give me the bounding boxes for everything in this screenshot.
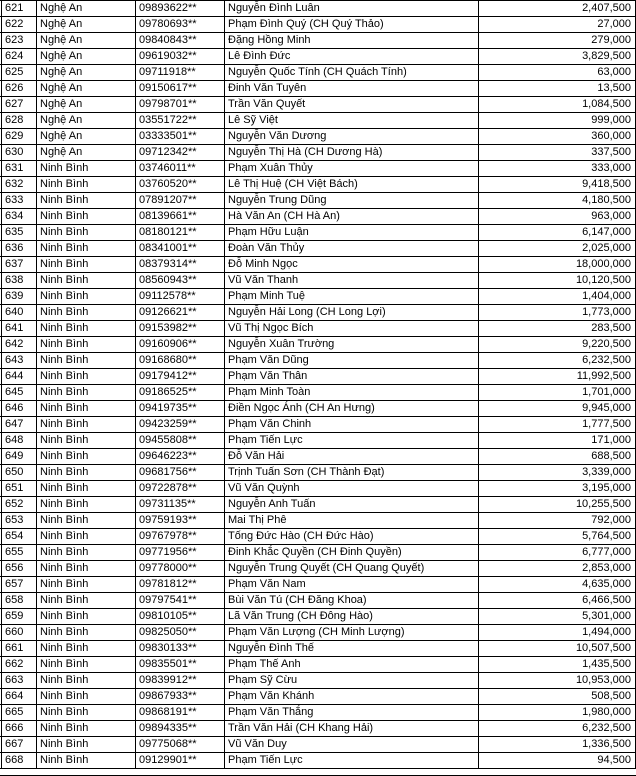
cell-phone[interactable]: 09711918**: [136, 65, 225, 81]
cell-phone[interactable]: 09893622**: [136, 1, 225, 17]
cell-amount[interactable]: 6,777,000: [479, 545, 636, 561]
cell-name[interactable]: Vũ Thị Ngọc Bích: [225, 321, 479, 337]
cell-phone[interactable]: 09780693**: [136, 17, 225, 33]
table-row: [0, 497, 636, 513]
cell-amount[interactable]: 4,635,000: [479, 577, 636, 593]
table-row: [0, 145, 636, 161]
cell-amount[interactable]: 5,301,000: [479, 609, 636, 625]
cell-name[interactable]: Nguyễn Xuân Trường: [225, 337, 479, 353]
cell-index[interactable]: 651: [2, 481, 37, 497]
cell-phone[interactable]: 09153982**: [136, 321, 225, 337]
cell-name[interactable]: Bùi Văn Tú (CH Đăng Khoa): [225, 593, 479, 609]
cell-province[interactable]: Ninh Bình: [37, 561, 136, 577]
cell-name[interactable]: Vũ Văn Quỳnh: [225, 481, 479, 497]
cell-phone[interactable]: 09868191**: [136, 705, 225, 721]
table-row: [0, 337, 636, 353]
cell-province[interactable]: Ninh Bình: [37, 545, 136, 561]
cell-index[interactable]: 640: [2, 305, 37, 321]
cell-phone[interactable]: 09775068**: [136, 737, 225, 753]
cell-province[interactable]: Ninh Bình: [37, 577, 136, 593]
cell-phone[interactable]: 09455808**: [136, 433, 225, 449]
cell-index[interactable]: 645: [2, 385, 37, 401]
cell-index[interactable]: 631: [2, 161, 37, 177]
cell-name[interactable]: Phạm Văn Chinh: [225, 417, 479, 433]
cell-phone[interactable]: 09722878**: [136, 481, 225, 497]
cell-amount[interactable]: 4,180,500: [479, 193, 636, 209]
cell-province[interactable]: Ninh Bình: [37, 705, 136, 721]
cell-index[interactable]: 639: [2, 289, 37, 305]
cell-phone[interactable]: 09840843**: [136, 33, 225, 49]
cell-province[interactable]: Ninh Bình: [37, 641, 136, 657]
cell-amount[interactable]: 10,255,500: [479, 497, 636, 513]
cell-name[interactable]: Phạm Thế Anh: [225, 657, 479, 673]
cell-index[interactable]: 662: [2, 657, 37, 673]
cell-phone[interactable]: 08379314**: [136, 257, 225, 273]
cell-province[interactable]: Ninh Bình: [37, 449, 136, 465]
cell-province[interactable]: Ninh Bình: [37, 497, 136, 513]
table-row: [0, 369, 636, 385]
cell-index[interactable]: 664: [2, 689, 37, 705]
cell-name[interactable]: Nguyễn Anh Tuấn: [225, 497, 479, 513]
table-row: [0, 289, 636, 305]
cell-amount[interactable]: 10,507,500: [479, 641, 636, 657]
cell-index[interactable]: 646: [2, 401, 37, 417]
cell-index[interactable]: 665: [2, 705, 37, 721]
cell-phone[interactable]: 09112578**: [136, 289, 225, 305]
cell-name[interactable]: Trần Văn Hải (CH Khang Hải): [225, 721, 479, 737]
table-row: [0, 273, 636, 289]
cell-province[interactable]: Ninh Bình: [37, 353, 136, 369]
cell-name[interactable]: Lã Văn Trung (CH Đông Hào): [225, 609, 479, 625]
cell-province[interactable]: Ninh Bình: [37, 401, 136, 417]
table-row: [0, 753, 636, 769]
cell-name[interactable]: Nguyễn Thị Hà (CH Dương Hà): [225, 145, 479, 161]
cell-phone[interactable]: 09797541**: [136, 593, 225, 609]
cell-index[interactable]: 649: [2, 449, 37, 465]
cell-name[interactable]: Trần Văn Quyết: [225, 97, 479, 113]
cell-name[interactable]: Nguyễn Trung Quyết (CH Quang Quyết): [225, 561, 479, 577]
cell-amount[interactable]: 9,220,500: [479, 337, 636, 353]
table-row: [0, 129, 636, 145]
cell-name[interactable]: Đinh Văn Tuyên: [225, 81, 479, 97]
cell-province[interactable]: Nghệ An: [37, 113, 136, 129]
cell-amount[interactable]: 1,336,500: [479, 737, 636, 753]
cell-phone[interactable]: 08341001**: [136, 241, 225, 257]
cell-name[interactable]: Mai Thị Phê: [225, 513, 479, 529]
cell-amount[interactable]: 1,980,000: [479, 705, 636, 721]
cell-phone[interactable]: 08180121**: [136, 225, 225, 241]
cell-index[interactable]: 663: [2, 673, 37, 689]
cell-name[interactable]: Trịnh Tuấn Sơn (CH Thành Đạt): [225, 465, 479, 481]
cell-phone[interactable]: 09129901**: [136, 753, 225, 769]
cell-index[interactable]: 654: [2, 529, 37, 545]
cell-phone[interactable]: 09681756**: [136, 465, 225, 481]
table-row: [0, 193, 636, 209]
cell-province[interactable]: Ninh Bình: [37, 241, 136, 257]
cell-name[interactable]: Phạm Văn Thân: [225, 369, 479, 385]
cell-province[interactable]: Ninh Bình: [37, 481, 136, 497]
table-row: [0, 625, 636, 641]
cell-index[interactable]: 637: [2, 257, 37, 273]
cell-phone[interactable]: 09798701**: [136, 97, 225, 113]
table-row: [0, 593, 636, 609]
cell-amount[interactable]: 13,500: [479, 81, 636, 97]
cell-amount[interactable]: 9,418,500: [479, 177, 636, 193]
cell-amount[interactable]: 1,404,000: [479, 289, 636, 305]
cell-name[interactable]: Nguyễn Đình Luân: [225, 1, 479, 17]
table-row: [0, 161, 636, 177]
cell-phone[interactable]: 09810105**: [136, 609, 225, 625]
cell-amount[interactable]: 283,500: [479, 321, 636, 337]
cell-index[interactable]: 643: [2, 353, 37, 369]
cell-index[interactable]: 630: [2, 145, 37, 161]
cell-province[interactable]: Ninh Bình: [37, 385, 136, 401]
cell-index[interactable]: 668: [2, 753, 37, 769]
cell-index[interactable]: 659: [2, 609, 37, 625]
table-row: [0, 97, 636, 113]
cell-name[interactable]: Phạm Văn Dũng: [225, 353, 479, 369]
table-row: [0, 81, 636, 97]
cell-index[interactable]: 660: [2, 625, 37, 641]
cell-phone[interactable]: 09778000**: [136, 561, 225, 577]
cell-phone[interactable]: 09179412**: [136, 369, 225, 385]
table-row: [0, 353, 636, 369]
cell-index[interactable]: 625: [2, 65, 37, 81]
cell-index[interactable]: 632: [2, 177, 37, 193]
cell-province[interactable]: Nghệ An: [37, 65, 136, 81]
cell-amount[interactable]: 18,000,000: [479, 257, 636, 273]
cell-amount[interactable]: 11,992,500: [479, 369, 636, 385]
cell-province[interactable]: Ninh Bình: [37, 465, 136, 481]
table-row: [0, 321, 636, 337]
cell-province[interactable]: Ninh Bình: [37, 657, 136, 673]
table-row: [0, 417, 636, 433]
table-row: [0, 545, 636, 561]
cell-amount[interactable]: 999,000: [479, 113, 636, 129]
cell-name[interactable]: Phạm Văn Lượng (CH Minh Lượng): [225, 625, 479, 641]
cell-name[interactable]: Phạm Xuân Thủy: [225, 161, 479, 177]
table-row: [0, 65, 636, 81]
cell-phone[interactable]: 08139661**: [136, 209, 225, 225]
cell-phone[interactable]: 03551722**: [136, 113, 225, 129]
cell-province[interactable]: Ninh Bình: [37, 737, 136, 753]
cell-phone[interactable]: 09126621**: [136, 305, 225, 321]
cell-index[interactable]: 648: [2, 433, 37, 449]
cell-amount[interactable]: 9,945,000: [479, 401, 636, 417]
cell-province[interactable]: Ninh Bình: [37, 593, 136, 609]
cell-province[interactable]: Ninh Bình: [37, 513, 136, 529]
cell-province[interactable]: Nghệ An: [37, 17, 136, 33]
cell-amount[interactable]: 27,000: [479, 17, 636, 33]
table-body: [0, 1, 636, 769]
cell-amount[interactable]: 1,701,000: [479, 385, 636, 401]
cell-phone[interactable]: 09867933**: [136, 689, 225, 705]
cell-index[interactable]: 635: [2, 225, 37, 241]
table-row: [0, 241, 636, 257]
cell-amount[interactable]: 6,147,000: [479, 225, 636, 241]
table-row: [0, 689, 636, 705]
cell-phone[interactable]: 09150617**: [136, 81, 225, 97]
cell-phone[interactable]: 09646223**: [136, 449, 225, 465]
table-row: [0, 257, 636, 273]
cell-amount[interactable]: 337,500: [479, 145, 636, 161]
cell-amount[interactable]: 10,953,000: [479, 673, 636, 689]
cell-phone[interactable]: 03333501**: [136, 129, 225, 145]
cell-province[interactable]: Ninh Bình: [37, 337, 136, 353]
cell-province[interactable]: Ninh Bình: [37, 529, 136, 545]
cell-phone[interactable]: 09168680**: [136, 353, 225, 369]
cell-name[interactable]: Phạm Minh Toàn: [225, 385, 479, 401]
cell-name[interactable]: Phạm Văn Khánh: [225, 689, 479, 705]
cell-amount[interactable]: 63,000: [479, 65, 636, 81]
cell-amount[interactable]: 963,000: [479, 209, 636, 225]
table-row: [0, 449, 636, 465]
table-row: [0, 433, 636, 449]
cell-index[interactable]: 636: [2, 241, 37, 257]
cell-province[interactable]: Nghệ An: [37, 81, 136, 97]
cell-index[interactable]: 655: [2, 545, 37, 561]
table-row: [0, 673, 636, 689]
cell-name[interactable]: Phạm Hữu Luận: [225, 225, 479, 241]
table-row: [0, 657, 636, 673]
cell-phone[interactable]: 08560943**: [136, 273, 225, 289]
cell-name[interactable]: Tống Đức Hào (CH Đức Hào): [225, 529, 479, 545]
cell-amount[interactable]: 508,500: [479, 689, 636, 705]
cell-amount[interactable]: 5,764,500: [479, 529, 636, 545]
cell-province[interactable]: Ninh Bình: [37, 193, 136, 209]
table-row: [0, 305, 636, 321]
cell-index[interactable]: 629: [2, 129, 37, 145]
cell-name[interactable]: Hà Văn An (CH Hà An): [225, 209, 479, 225]
cell-amount[interactable]: 1,777,500: [479, 417, 636, 433]
cell-index[interactable]: 638: [2, 273, 37, 289]
cell-amount[interactable]: 6,232,500: [479, 721, 636, 737]
cell-amount[interactable]: 6,466,500: [479, 593, 636, 609]
cell-name[interactable]: Nguyễn Hải Long (CH Long Lợi): [225, 305, 479, 321]
cell-name[interactable]: Phạm Tiến Lực: [225, 753, 479, 769]
table-row: [0, 465, 636, 481]
table-row: [0, 1, 636, 17]
cell-name[interactable]: Phạm Văn Nam: [225, 577, 479, 593]
table-row: [0, 641, 636, 657]
cell-amount[interactable]: 3,829,500: [479, 49, 636, 65]
table-row: [0, 209, 636, 225]
cell-name[interactable]: Vũ Văn Thanh: [225, 273, 479, 289]
cell-index[interactable]: 624: [2, 49, 37, 65]
cell-index[interactable]: 642: [2, 337, 37, 353]
cell-index[interactable]: 652: [2, 497, 37, 513]
cell-name[interactable]: Lê Thị Huệ (CH Việt Bách): [225, 177, 479, 193]
table-row: [0, 609, 636, 625]
cell-amount[interactable]: 6,232,500: [479, 353, 636, 369]
cell-phone[interactable]: 09835501**: [136, 657, 225, 673]
cell-province[interactable]: Ninh Bình: [37, 673, 136, 689]
cell-province[interactable]: Ninh Bình: [37, 257, 136, 273]
cell-index[interactable]: 658: [2, 593, 37, 609]
cell-name[interactable]: Đặng Hồng Minh: [225, 33, 479, 49]
cell-province[interactable]: Ninh Bình: [37, 161, 136, 177]
cell-index[interactable]: 627: [2, 97, 37, 113]
table-row: [0, 177, 636, 193]
cell-amount[interactable]: 1,435,500: [479, 657, 636, 673]
cell-name[interactable]: Phạm Sỹ Cừu: [225, 673, 479, 689]
cell-index[interactable]: 647: [2, 417, 37, 433]
cell-province[interactable]: Ninh Bình: [37, 321, 136, 337]
cell-index[interactable]: 634: [2, 209, 37, 225]
cell-amount[interactable]: 1,494,000: [479, 625, 636, 641]
cell-province[interactable]: Ninh Bình: [37, 417, 136, 433]
cell-phone[interactable]: 03746011**: [136, 161, 225, 177]
cell-index[interactable]: 644: [2, 369, 37, 385]
cell-name[interactable]: Nguyễn Đình Thế: [225, 641, 479, 657]
table-row: [0, 17, 636, 33]
cell-amount[interactable]: 10,120,500: [479, 273, 636, 289]
cell-index[interactable]: 641: [2, 321, 37, 337]
cell-province[interactable]: Nghệ An: [37, 49, 136, 65]
cell-name[interactable]: Nguyễn Trung Dũng: [225, 193, 479, 209]
table-row: [0, 513, 636, 529]
cell-province[interactable]: Ninh Bình: [37, 305, 136, 321]
cell-amount[interactable]: 94,500: [479, 753, 636, 769]
cell-province[interactable]: Nghệ An: [37, 145, 136, 161]
table-row: [0, 705, 636, 721]
cell-amount[interactable]: 1,084,500: [479, 97, 636, 113]
cell-amount[interactable]: 792,000: [479, 513, 636, 529]
cell-phone[interactable]: 09186525**: [136, 385, 225, 401]
cell-index[interactable]: 657: [2, 577, 37, 593]
table-row: [0, 737, 636, 753]
cell-amount[interactable]: 360,000: [479, 129, 636, 145]
cell-province[interactable]: Ninh Bình: [37, 225, 136, 241]
cell-name[interactable]: Đỗ Minh Ngọc: [225, 257, 479, 273]
cell-index[interactable]: 626: [2, 81, 37, 97]
cell-phone[interactable]: 09731135**: [136, 497, 225, 513]
cell-name[interactable]: Phạm Văn Thắng: [225, 705, 479, 721]
table-row: [0, 385, 636, 401]
cell-name[interactable]: Phạm Đình Quý (CH Quý Thảo): [225, 17, 479, 33]
cell-phone[interactable]: 09767978**: [136, 529, 225, 545]
cell-amount[interactable]: 688,500: [479, 449, 636, 465]
cell-amount[interactable]: 2,853,000: [479, 561, 636, 577]
table-row: [0, 577, 636, 593]
cell-index[interactable]: 650: [2, 465, 37, 481]
cell-name[interactable]: Vũ Văn Duy: [225, 737, 479, 753]
cell-name[interactable]: Lê Sỹ Việt: [225, 113, 479, 129]
cell-name[interactable]: Đỗ Văn Hải: [225, 449, 479, 465]
cell-amount[interactable]: 333,000: [479, 161, 636, 177]
cell-name[interactable]: Đoàn Văn Thủy: [225, 241, 479, 257]
cell-index[interactable]: 656: [2, 561, 37, 577]
cell-index[interactable]: 653: [2, 513, 37, 529]
cell-province[interactable]: Ninh Bình: [37, 433, 136, 449]
cell-phone[interactable]: 09419735**: [136, 401, 225, 417]
cell-phone[interactable]: 09423259**: [136, 417, 225, 433]
cell-index[interactable]: 633: [2, 193, 37, 209]
cell-index[interactable]: 628: [2, 113, 37, 129]
cell-province[interactable]: Ninh Bình: [37, 721, 136, 737]
cell-index[interactable]: 623: [2, 33, 37, 49]
cell-name[interactable]: Điền Ngọc Ánh (CH An Hưng): [225, 401, 479, 417]
cell-phone[interactable]: 09771956**: [136, 545, 225, 561]
cell-province[interactable]: Ninh Bình: [37, 609, 136, 625]
cell-province[interactable]: Ninh Bình: [37, 177, 136, 193]
cell-name[interactable]: Đinh Khắc Quyền (CH Đinh Quyền): [225, 545, 479, 561]
cell-province[interactable]: Ninh Bình: [37, 689, 136, 705]
cell-phone[interactable]: 03760520**: [136, 177, 225, 193]
cell-name[interactable]: Lê Đình Đức: [225, 49, 479, 65]
cell-province[interactable]: Ninh Bình: [37, 369, 136, 385]
cell-phone[interactable]: 09619032**: [136, 49, 225, 65]
cell-phone[interactable]: 09830133**: [136, 641, 225, 657]
table-row: [0, 401, 636, 417]
cell-name[interactable]: Nguyễn Văn Dương: [225, 129, 479, 145]
cell-province[interactable]: Ninh Bình: [37, 289, 136, 305]
cell-province[interactable]: Ninh Bình: [37, 209, 136, 225]
cell-phone[interactable]: 07891207**: [136, 193, 225, 209]
cell-phone[interactable]: 09839912**: [136, 673, 225, 689]
cell-name[interactable]: Phạm Minh Tuệ: [225, 289, 479, 305]
cell-name[interactable]: Phạm Tiến Lực: [225, 433, 479, 449]
table-row: [0, 561, 636, 577]
cell-index[interactable]: 661: [2, 641, 37, 657]
cell-province[interactable]: Ninh Bình: [37, 273, 136, 289]
cell-index[interactable]: 621: [2, 1, 37, 17]
cell-phone[interactable]: 09894335**: [136, 721, 225, 737]
cell-amount[interactable]: 279,000: [479, 33, 636, 49]
cell-province[interactable]: Nghệ An: [37, 97, 136, 113]
cell-index[interactable]: 667: [2, 737, 37, 753]
table-row: [0, 225, 636, 241]
cell-amount[interactable]: 2,025,000: [479, 241, 636, 257]
cell-amount[interactable]: 3,339,000: [479, 465, 636, 481]
cell-province[interactable]: Nghệ An: [37, 1, 136, 17]
table-row: [0, 33, 636, 49]
cell-name[interactable]: Nguyễn Quốc Tính (CH Quách Tính): [225, 65, 479, 81]
cell-province[interactable]: Nghệ An: [37, 33, 136, 49]
table-row: [0, 113, 636, 129]
cell-amount[interactable]: 171,000: [479, 433, 636, 449]
cell-amount[interactable]: 3,195,000: [479, 481, 636, 497]
cell-amount[interactable]: 1,773,000: [479, 305, 636, 321]
cell-phone[interactable]: 09781812**: [136, 577, 225, 593]
cell-index[interactable]: 666: [2, 721, 37, 737]
cell-phone[interactable]: 09160906**: [136, 337, 225, 353]
table-row: [0, 529, 636, 545]
cell-province[interactable]: Nghệ An: [37, 129, 136, 145]
cell-amount[interactable]: 2,407,500: [479, 1, 636, 17]
cell-phone[interactable]: 09825050**: [136, 625, 225, 641]
cell-phone[interactable]: 09712342**: [136, 145, 225, 161]
table-row: [0, 721, 636, 737]
table-row: [0, 49, 636, 65]
table-row: [0, 481, 636, 497]
cell-province[interactable]: Ninh Bình: [37, 753, 136, 769]
cell-index[interactable]: 622: [2, 17, 37, 33]
cell-phone[interactable]: 09759193**: [136, 513, 225, 529]
cell-province[interactable]: Ninh Bình: [37, 625, 136, 641]
